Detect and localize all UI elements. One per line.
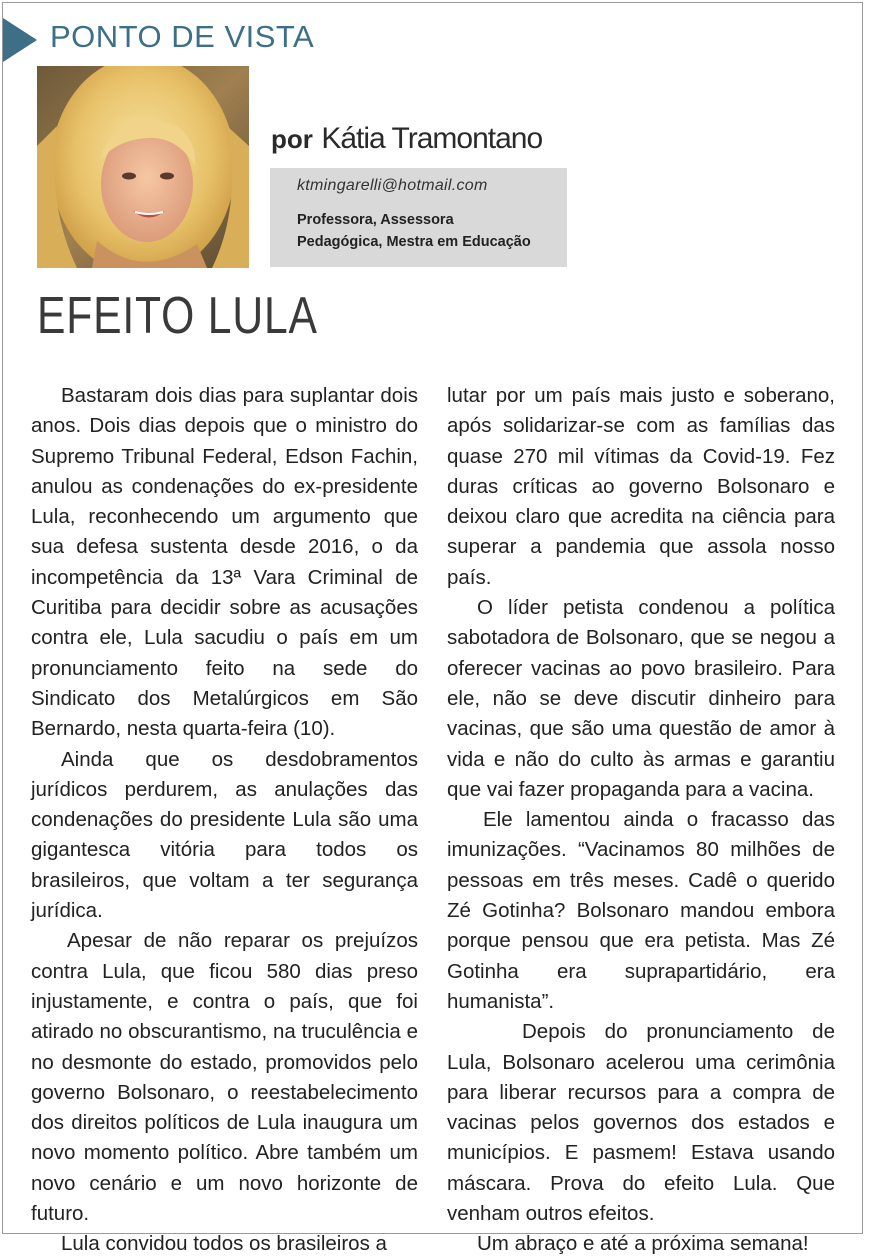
article-paragraph: Ele lamentou ainda o fracasso das imunizações. “Vacinamos 80 milhões de pessoas em três meses. Cadê o querido Zé Gotinha? Bolsonaro mandou embora porque pensou que era petista. Mas Zé Gotinha era suprapartidário, era humanista”. — [447, 808, 835, 1013]
article-column-right — [447, 381, 835, 1260]
credentials-line: Pedagógica, Mestra em Educação — [297, 234, 531, 250]
article-paragraph: Apesar de não reparar os prejuízos contra Lula, que ficou 580 dias preso injustamente, e contra o país, que foi atirado no obscurantismo, na truculência e no desmonte do estado, promovidos pelo governo Bolsonaro, o reestabelecimento dos direitos políticos de Lula inaugura um novo momento político. Abre também um novo cenário e um novo horizonte de futuro. — [31, 929, 418, 1226]
article-paragraph: O líder petista condenou a política sabotadora de Bolsonaro, que se negou a oferecer vacinas ao povo brasileiro. Para ele, não se deve discutir dinheiro para vacinas, que são uma questão de amor à vida e não do culto às armas e garantiu que vai fazer propaganda para a vacina. — [447, 596, 835, 801]
credentials-line: Professora, Assessora — [297, 212, 454, 228]
article-paragraph: Ainda que os desdobramentos jurídicos perdurem, as anulações das condenações do presidente Lula são uma gigantesca vitória para todos os brasileiros, que voltam a ter segurança jurídica. — [31, 747, 418, 923]
article-paragraph: Depois do pronunciamento de Lula, Bolsonaro acelerou uma cerimônia para liberar recursos para a compra de vacinas pelos governos dos estados e municípios. E pasmem! Estava usando máscara. Prova do efeito Lula. Que venham outros efeitos. — [447, 1020, 835, 1226]
author-photo — [37, 66, 249, 268]
author-byline — [271, 122, 542, 156]
section-arrow-icon — [3, 18, 37, 62]
article-headline: EFEITO LULA — [37, 287, 318, 345]
article-column-left — [31, 381, 418, 1260]
section-title: PONTO DE VISTA — [50, 19, 315, 54]
article-paragraph: Lula convidou todos os brasileiros a — [61, 1232, 387, 1256]
author-name: Kátia Tramontano — [321, 122, 543, 155]
article-closing: Um abraço e até a próxima semana! — [477, 1232, 809, 1256]
author-info-box — [270, 168, 567, 267]
article-paragraph: Bastaram dois dias para suplantar dois anos. Dois dias depois que o ministro do Supremo Tribunal Federal, Edson Fachin, anulou as condenações do ex-presidente Lula, reconhecendo um argumento que sua defesa sustenta desde 2016, o da incompetência da 13ª Vara Criminal de Curitiba para decidir sobre as acusações contra ele, Lula sacudiu o país em um pronunciamento feito na sede do Sindicato dos Metalúrgicos em São Bernardo, nesta quarta-feira (10). — [31, 384, 418, 741]
author-prefix: por — [271, 124, 313, 154]
author-credentials — [297, 209, 567, 253]
author-email[interactable]: ktmingarelli@hotmail.com — [297, 177, 488, 194]
article-paragraph: lutar por um país mais justo e soberano, após solidarizar-se com as famílias das quase 270 mil vítimas da Covid-19. Fez duras críticas ao governo Bolsonaro e deixou claro que acredita na ciência para superar a pandemia que assola nosso país. — [447, 384, 835, 589]
